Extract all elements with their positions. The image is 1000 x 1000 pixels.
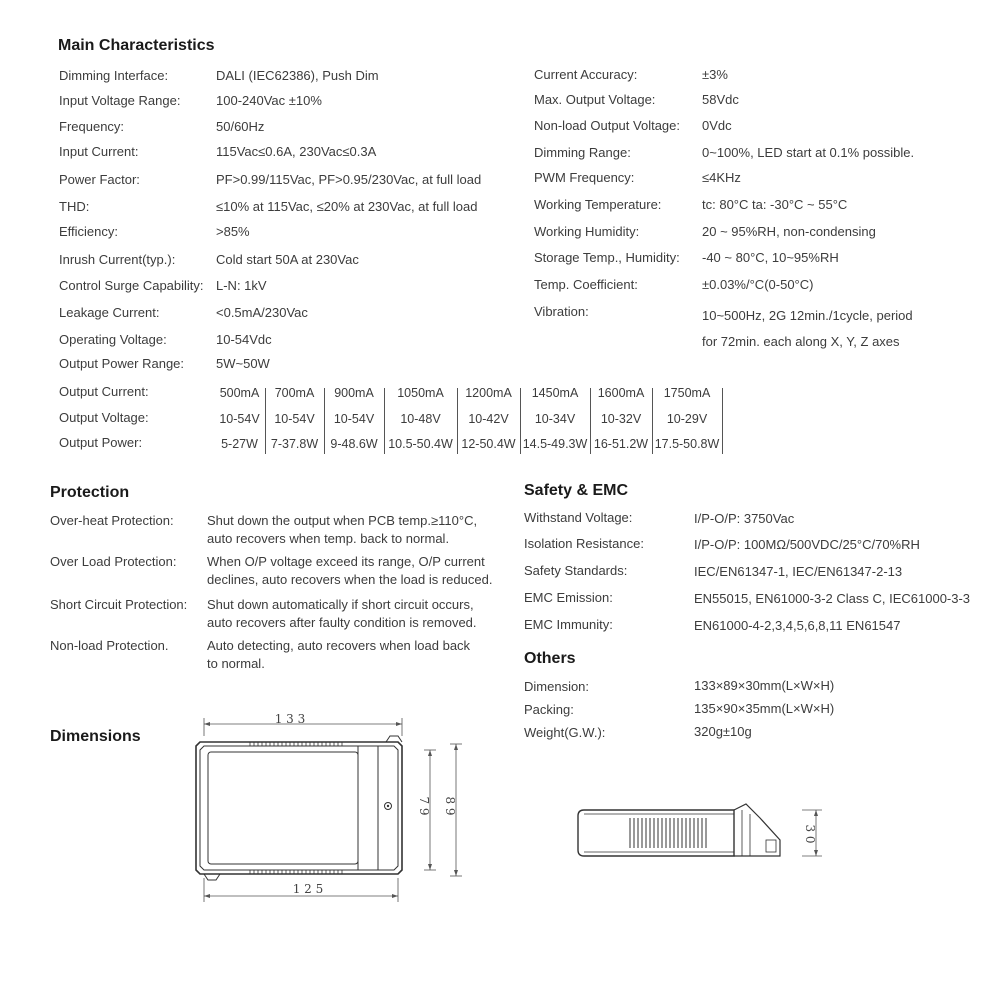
output-table-cell: 16-51.2W: [593, 437, 649, 451]
spec-label: PWM Frequency:: [534, 170, 635, 185]
spec-value: 0~100%, LED start at 0.1% possible.: [702, 145, 915, 160]
others-label: Packing:: [524, 702, 574, 717]
spec-value: L-N: 1kV: [216, 278, 267, 293]
height-label: 3 0: [803, 824, 817, 844]
spec-label: Temp. Coefficient:: [534, 277, 638, 292]
output-table-cell: 1450mA: [531, 386, 579, 400]
spec-value: ±0.03%/°C(0-50°C): [702, 277, 814, 292]
safety-value: IEC/EN61347-1, IEC/EN61347-2-13: [694, 564, 903, 579]
table-separator: [722, 388, 723, 454]
spec-label: Current Accuracy:: [534, 67, 638, 82]
spec-value: PF>0.99/115Vac, PF>0.95/230Vac, at full load: [216, 172, 482, 187]
output-table-cell: 10-42V: [468, 412, 509, 426]
spec-value: 10~500Hz, 2G 12min./1cycle, period: [702, 308, 913, 323]
spec-value: 0Vdc: [702, 118, 732, 133]
main-characteristics-heading: Main Characteristics: [58, 37, 215, 54]
output-table-cell: 14.5-49.3W: [522, 437, 588, 451]
spec-value: <0.5mA/230Vac: [216, 305, 308, 320]
spec-label: Vibration:: [534, 304, 589, 319]
spec-value: -40 ~ 80°C, 10~95%RH: [702, 250, 839, 265]
spec-label: Leakage Current:: [59, 305, 160, 320]
output-table-cell: 7-37.8W: [270, 437, 319, 451]
spec-value: >85%: [216, 224, 250, 239]
spec-label: Control Surge Capability:: [59, 278, 204, 293]
safety-value: EN55015, EN61000-3-2 Class C, IEC61000-3-3: [694, 591, 971, 606]
protection-desc-line2: auto recovers when temp. back to normal.: [207, 531, 450, 546]
spec-value: 20 ~ 95%RH, non-condensing: [702, 224, 876, 239]
output-table-cell: 1750mA: [663, 386, 711, 400]
safety-label: Safety Standards:: [524, 563, 628, 578]
spec-value: 115Vac≤0.6A, 230Vac≤0.3A: [216, 144, 377, 159]
spec-label: Input Current:: [59, 144, 139, 159]
table-separator: [324, 388, 325, 454]
side-view-drawing: [570, 794, 830, 874]
protection-label: Non-load Protection.: [50, 638, 169, 653]
output-table-cell: 10-34V: [534, 412, 576, 426]
output-table-cell: 500mA: [219, 386, 260, 400]
spec-value: ≤4KHz: [702, 170, 741, 185]
others-value: 135×90×35mm(L×W×H): [694, 701, 835, 716]
others-value: 320g±10g: [694, 724, 752, 739]
output-table-cell: 1050mA: [397, 386, 444, 400]
others-value: 133×89×30mm(L×W×H): [694, 678, 835, 693]
output-table-cell: 1200mA: [465, 386, 512, 400]
output-table-cell: 10-54V: [219, 412, 260, 426]
output-table-cell: 5-27W: [221, 437, 258, 451]
spec-label: THD:: [59, 199, 90, 214]
protection-label: Over Load Protection:: [50, 554, 177, 569]
spec-value: DALI (IEC62386), Push Dim: [216, 68, 379, 83]
spec-value: 50/60Hz: [216, 119, 265, 134]
spec-value: ≤10% at 115Vac, ≤20% at 230Vac, at full load: [216, 199, 478, 214]
spec-label: Working Humidity:: [534, 224, 640, 239]
others-label: Weight(G.W.):: [524, 725, 606, 740]
protection-desc-line2: declines, auto recovers when the load is reduced.: [207, 572, 493, 587]
spec-value: Cold start 50A at 230Vac: [216, 252, 359, 267]
table-separator: [457, 388, 458, 454]
protection-desc-line1: Shut down the output when PCB temp.≥110°C,: [207, 513, 478, 528]
safety-label: Withstand Voltage:: [524, 510, 633, 525]
protection-desc-line1: Shut down automatically if short circuit occurs,: [207, 597, 474, 612]
output-row-label: Output Power:: [59, 435, 143, 450]
output-table-cell: 9-48.6W: [330, 437, 378, 451]
safety-label: Isolation Resistance:: [524, 536, 644, 551]
spec-value: 10-54Vdc: [216, 332, 272, 347]
table-separator: [384, 388, 385, 454]
protection-desc-line2: auto recovers after faulty condition is removed.: [207, 615, 477, 630]
spec-label: Frequency:: [59, 119, 125, 134]
spec-label: Storage Temp., Humidity:: [534, 250, 680, 265]
safety-value: I/P-O/P: 3750Vac: [694, 511, 795, 526]
output-table-cell: 10-32V: [600, 412, 642, 426]
spec-label: Output Power Range:: [59, 356, 185, 371]
protection-desc-line1: Auto detecting, auto recovers when load back: [207, 638, 471, 653]
outer-width-label: 8 9: [443, 796, 457, 816]
inner-width-label: 7 9: [417, 796, 431, 816]
safety-label: EMC Emission:: [524, 590, 613, 605]
output-row-label: Output Current:: [59, 384, 149, 399]
safety-emc-heading: Safety & EMC: [524, 482, 629, 499]
protection-heading: Protection: [50, 484, 130, 501]
output-row-label: Output Voltage:: [59, 410, 149, 425]
output-table-cell: 700mA: [274, 386, 315, 400]
output-table-cell: 10-48V: [400, 412, 441, 426]
spec-label: Non-load Output Voltage:: [534, 118, 680, 133]
spec-label: Max. Output Voltage:: [534, 92, 656, 107]
output-table-cell: 10-54V: [274, 412, 315, 426]
spec-label: Input Voltage Range:: [59, 93, 181, 108]
table-separator: [590, 388, 591, 454]
spec-label: Operating Voltage:: [59, 332, 167, 347]
protection-label: Over-heat Protection:: [50, 513, 174, 528]
bottom-length-label: 1 2 5: [292, 882, 324, 896]
spec-label: Dimming Range:: [534, 145, 631, 160]
safety-label: EMC Immunity:: [524, 617, 613, 632]
protection-label: Short Circuit Protection:: [50, 597, 188, 612]
spec-label: Power Factor:: [59, 172, 140, 187]
table-separator: [652, 388, 653, 454]
protection-desc-line1: When O/P voltage exceed its range, O/P current: [207, 554, 485, 569]
spec-label: Efficiency:: [59, 224, 119, 239]
output-table-cell: 900mA: [334, 386, 374, 400]
output-table-cell: 17.5-50.8W: [654, 437, 720, 451]
table-separator: [265, 388, 266, 454]
spec-value: 5W~50W: [216, 356, 270, 371]
others-heading: Others: [524, 650, 576, 667]
top-view-drawing: [180, 706, 480, 906]
spec-value: 58Vdc: [702, 92, 739, 107]
spec-label: Working Temperature:: [534, 197, 662, 212]
output-table-cell: 10-29V: [666, 412, 708, 426]
spec-value: tc: 80°C ta: -30°C ~ 55°C: [702, 197, 848, 212]
output-table-cell: 1600mA: [597, 386, 645, 400]
output-table-cell: 10.5-50.4W: [388, 437, 453, 451]
table-separator: [520, 388, 521, 454]
output-table-cell: 12-50.4W: [461, 437, 516, 451]
dimensions-heading: Dimensions: [50, 728, 141, 745]
spec-label: Dimming Interface:: [59, 68, 169, 83]
spec-value: for 72min. each along X, Y, Z axes: [702, 334, 900, 349]
spec-value: ±3%: [702, 67, 728, 82]
output-table-cell: 10-54V: [333, 412, 375, 426]
safety-value: EN61000-4-2,3,4,5,6,8,11 EN61547: [694, 618, 901, 633]
others-label: Dimension:: [524, 679, 590, 694]
spec-label: Inrush Current(typ.):: [59, 252, 176, 267]
spec-value: 100-240Vac ±10%: [216, 93, 322, 108]
protection-desc-line2: to normal.: [207, 656, 265, 671]
top-length-label: 1 3 3: [274, 712, 306, 726]
safety-value: I/P-O/P: 100MΩ/500VDC/25°C/70%RH: [694, 537, 920, 552]
